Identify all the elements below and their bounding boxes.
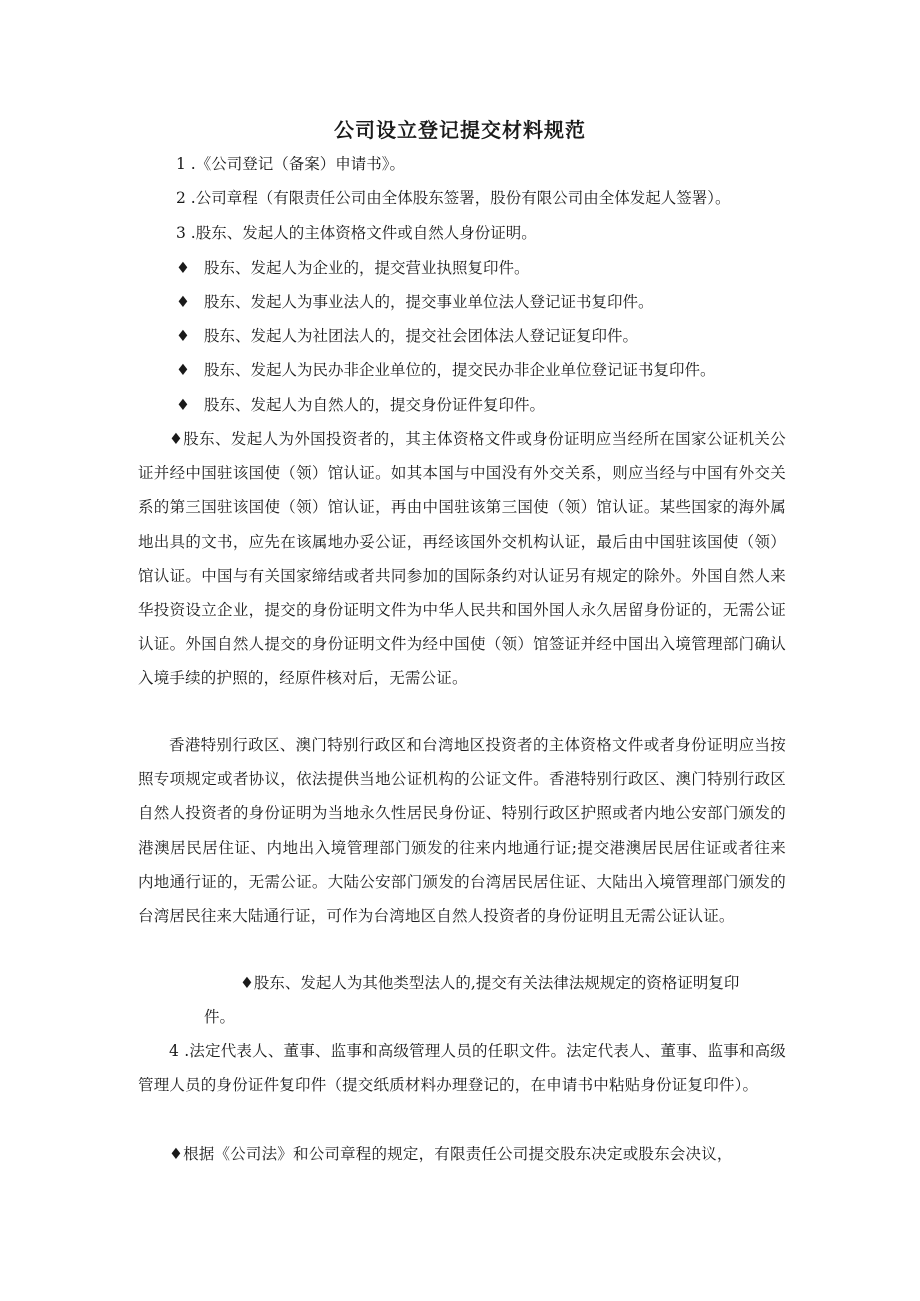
item-1: 1 .《公司登记（备案）申请书》。 bbox=[176, 155, 405, 173]
bullet-item bbox=[176, 292, 654, 312]
diamond-bullet-icon: ♦ bbox=[176, 327, 190, 345]
bullet-item bbox=[176, 258, 530, 278]
bullet-text: 股东、发起人为事业法人的，提交事业单位法人登记证书复印件。 bbox=[204, 293, 654, 311]
paragraph-company-law: ♦根据《公司法》和公司章程的规定，有限责任公司提交股东决定或股东会决议， bbox=[169, 1145, 733, 1163]
bullet-item bbox=[176, 395, 545, 415]
paragraph-hk-macau-taiwan: 香港特别行政区、澳门特别行政区和台湾地区投资者的主体资格文件或者身份证明应当按照专项规定或者协议，依法提供当地公证机构的公证文件。香港特别行政区、澳门特别行政区自然人投资者的身份证明为当地永久性居民身份证、特别行政区护照或者内地公安部门颁发的港澳居民居住证、内地出入境管理部门颁发的往来内地通行证;提交港澳居民居住证或者往来内地通行证的，无需公证。大陆公安部门颁发的台湾居民居住证、大陆出入境管理部门颁发的台湾居民往来大陆通行证，可作为台湾地区自然人投资者的身份证明且无需公证认证。 bbox=[138, 736, 786, 926]
diamond-bullet-icon: ♦ bbox=[176, 396, 190, 414]
item-2: 2 .公司章程（有限责任公司由全体股东签署，股份有限公司由全体发起人签署）。 bbox=[176, 189, 731, 207]
diamond-bullet-icon: ♦ bbox=[176, 259, 190, 277]
paragraph-other-legal-persons: ♦股东、发起人为其他类型法人的,提交有关法律法规规定的资格证明复印 bbox=[240, 974, 740, 992]
item-3: 3 .股东、发起人的主体资格文件或自然人身份证明。 bbox=[176, 224, 537, 242]
bullet-text: 股东、发起人为民办非企业单位的，提交民办非企业单位登记证书复印件。 bbox=[204, 361, 716, 379]
bullet-text: 股东、发起人为自然人的，提交身份证件复印件。 bbox=[204, 396, 546, 414]
bullet-item bbox=[176, 326, 638, 346]
diamond-bullet-icon: ♦ bbox=[176, 293, 190, 311]
bullet-text: 股东、发起人为企业的，提交营业执照复印件。 bbox=[204, 259, 530, 277]
document-title: 公司设立登记提交材料规范 bbox=[334, 118, 586, 142]
paragraph-other-legal-persons-cont: 件。 bbox=[204, 1008, 236, 1026]
bullet-item bbox=[176, 360, 716, 380]
diamond-bullet-icon: ♦ bbox=[176, 361, 190, 379]
item-4-paragraph: 4 .法定代表人、董事、监事和高级管理人员的任职文件。法定代表人、董事、监事和高级管理人员的身份证件复印件（提交纸质材料办理登记的，在申请书中粘贴身份证复印件）。 bbox=[138, 1042, 786, 1095]
paragraph-foreign-investors: ♦股东、发起人为外国投资者的，其主体资格文件或身份证明应当经所在国家公证机关公证并经中国驻该国使（领）馆认证。如其本国与中国没有外交关系，则应当经与中国有外交关系的第三国驻该国使（领）馆认证，再由中国驻该第三国使（领）馆认证。某些国家的海外属地出具的文书，应先在该属地办妥公证，再经该国外交机构认证，最后由中国驻该国使（领）馆认证。中国与有关国家缔结或者共同参加的国际条约对认证另有规定的除外。外国自然人来华投资设立企业，提交的身份证明文件为中华人民共和国外国人永久居留身份证的，无需公证认证。外国自然人提交的身份证明文件为经中国使（领）馆签证并经中国出入境管理部门确认入境手续的护照的，经原件核对后，无需公证。 bbox=[138, 430, 786, 688]
bullet-text: 股东、发起人为社团法人的，提交社会团体法人登记证复印件。 bbox=[204, 327, 639, 345]
